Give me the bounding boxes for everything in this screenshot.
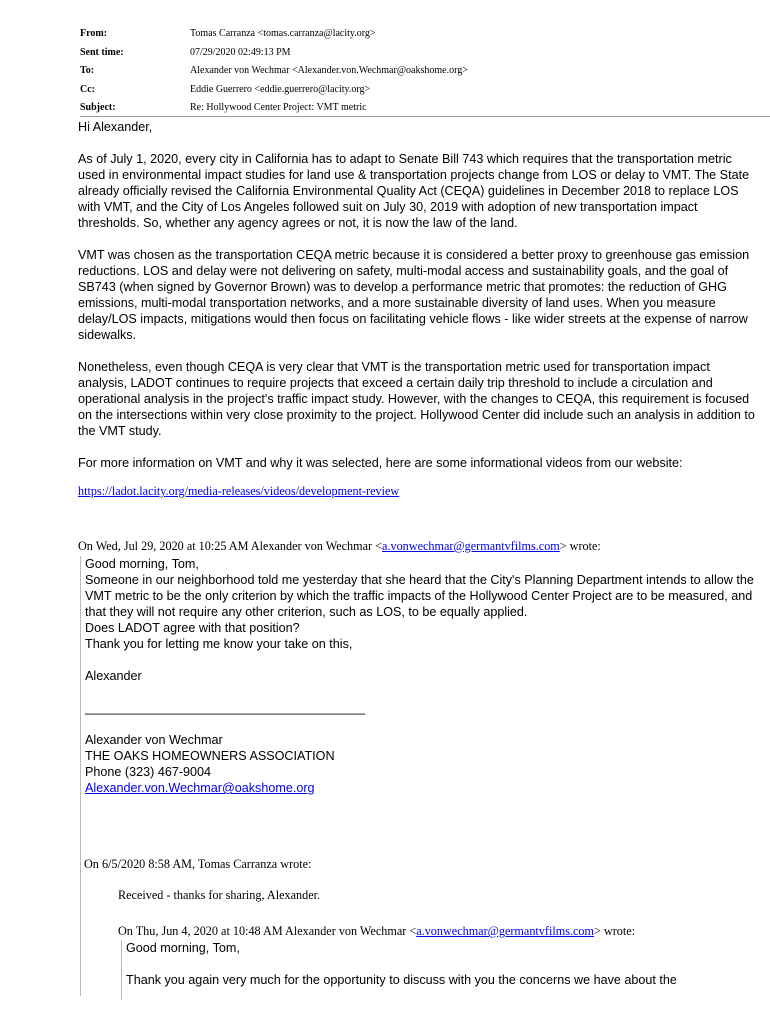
paragraph-more-info: For more information on VMT and why it was selected, here are some informational videos from our website: (78, 456, 683, 470)
nested-attribution-email[interactable]: a.vonwechmar@germantvfilms.com (416, 924, 594, 938)
header-row-cc (80, 81, 770, 100)
quote-neighborhood: Someone in our neighborhood told me yesterday that she heard that the City's Planning Department intends to allow the VMT metric to be the only criterion by which the traffic impacts of the Hollywood Center Project are to be measured, and that they will not require any other criterion, such as LOS, to be equally applied. (85, 573, 754, 619)
quote-attribution-email[interactable]: a.vonwechmar@germantvfilms.com (382, 539, 560, 553)
header-row-sent (80, 44, 770, 63)
cc-value: Eddie Guerrero <eddie.guerrero@lacity.org> (190, 83, 371, 95)
nested-greeting: Good morning, Tom, (126, 941, 240, 955)
sent-label: Sent time: (80, 46, 124, 58)
quote-signoff: Alexander (85, 669, 142, 683)
paragraph-nonetheless: Nonetheless, even though CEQA is very clear that VMT is the transportation metric used for transportation impact analysis, LADOT continues to require projects that exceed a certain daily trip threshold to include a circulation and operational analysis in the project's traffic impact study. However, with the changes to CEQA, this requirement is focused on the intersections within very close proximity to the project. Hollywood Center did include such an analysis in addition to the VMT study. (78, 360, 755, 438)
message-body (78, 119, 758, 515)
quote-attribution-suffix: > wrote: (559, 539, 601, 553)
header-row-subject (80, 99, 770, 118)
paragraph-sb743: As of July 1, 2020, every city in California has to adapt to Senate Bill 743 which requires that the transportation metric used in environmental impact studies for land use & transportation projects change from LOS or delay to VMT. The State already officially revised the California Environmental Quality Act (CEQA) guidelines in December 2018 to replace LOS with VMT, and the City of Los Angeles followed suit on July 30, 2019 with adoption of new transportation impact thresholds. So, whether any agency agrees or not, it is now the law of the land. (78, 152, 750, 230)
subject-value: Re: Hollywood Center Project: VMT metric (190, 102, 367, 113)
email-header (80, 25, 770, 118)
signature-name: Alexander von Wechmar (85, 733, 223, 747)
from-label: From: (80, 28, 108, 39)
cc-label: Cc: (80, 83, 95, 95)
to-value: Alexander von Wechmar <Alexander.von.Wechmar@oakshome.org> (190, 65, 468, 76)
quote-attribution-prefix: On Wed, Jul 29, 2020 at 10:25 AM Alexander von Wechmar < (78, 539, 383, 553)
header-divider (80, 116, 770, 117)
subject-label: Subject: (80, 102, 116, 113)
nested-attribution-suffix: > wrote: (593, 924, 636, 938)
header-row-from (80, 25, 770, 44)
nested-attribution-2 (118, 924, 635, 939)
signature-rule: ________________________________________ (85, 701, 366, 715)
received-line: Received - thanks for sharing, Alexander. (118, 888, 321, 902)
videos-link[interactable]: https://ladot.lacity.org/media-releases/videos/development-review (78, 484, 400, 498)
signature-org: THE OAKS HOMEOWNERS ASSOCIATION (85, 749, 335, 763)
nested-attribution-prefix: On Thu, Jun 4, 2020 at 10:48 AM Alexander von Wechmar < (118, 924, 417, 938)
signature-phone: Phone (323) 467-9004 (85, 765, 212, 779)
to-label: To: (80, 65, 95, 76)
header-row-to (80, 62, 770, 81)
quote-attribution (78, 538, 601, 554)
sent-value: 07/29/2020 02:49:13 PM (190, 46, 291, 58)
greeting: Hi Alexander, (78, 120, 153, 134)
nested-quoted-message (121, 940, 766, 1000)
nested-thanks: Thank you again very much for the opportunity to discuss with you the concerns we have about the (126, 973, 677, 987)
quote-question: Does LADOT agree with that position? (85, 621, 300, 635)
from-value: Tomas Carranza <tomas.carranza@lacity.org> (190, 28, 376, 39)
quote-greeting: Good morning, Tom, (85, 557, 199, 571)
quote-thanks: Thank you for letting me know your take on this, (85, 637, 353, 651)
signature-email[interactable]: Alexander.von.Wechmar@oakshome.org (85, 781, 315, 795)
paragraph-vmt-reason: VMT was chosen as the transportation CEQA metric because it is considered a better proxy to greenhouse gas emission reductions. LOS and delay were not delivering on safety, multi-modal access and sustainability goals, and the goal of SB743 (when signed by Governor Brown) was to develop a performance metric that promotes: the reduction of GHG emissions, multi-modal transportation networks, and a more sustainable diversity of land uses. When you measure delay/LOS impacts, mitigations would then focus on facilitating vehicle flows - like wider streets at the expense of narrow sidewalks. (78, 248, 750, 342)
nested-attribution: On 6/5/2020 8:58 AM, Tomas Carranza wrote: (84, 857, 312, 871)
